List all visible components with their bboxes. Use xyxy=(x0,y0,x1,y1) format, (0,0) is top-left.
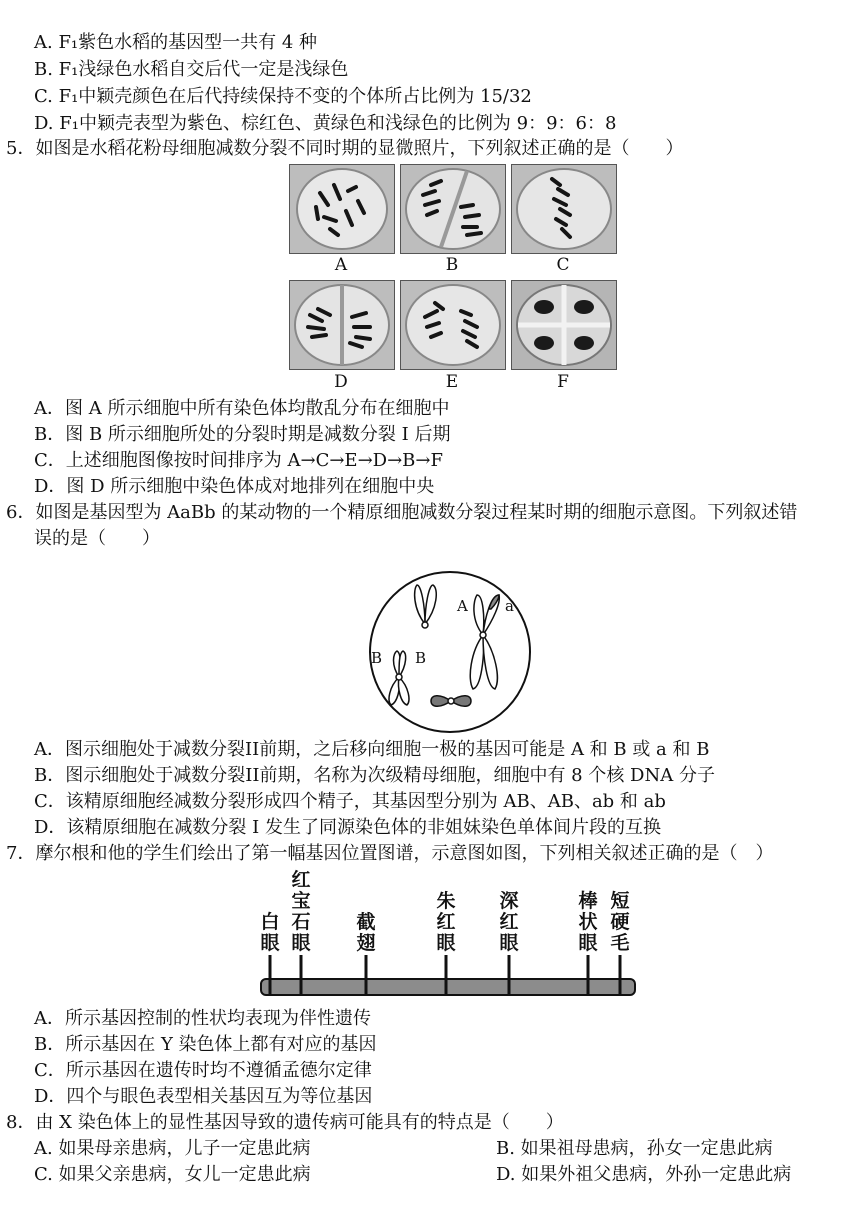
q7-option-a: A．所示基因控制的性状均表现为伴性遗传 xyxy=(34,1008,371,1029)
label-a: a xyxy=(505,597,514,615)
gene-label-ruby-eye: 红宝石眼 xyxy=(291,869,311,954)
q8-stem: 8．由 X 染色体上的显性基因导致的遗传病可能具有的特点是（ ） xyxy=(6,1112,564,1133)
micrograph-label-f: F xyxy=(557,372,569,392)
q5-option-d: D．图 D 所示细胞中染色体成对地排列在细胞中央 xyxy=(34,476,435,497)
q5-option-c: C．上述细胞图像按时间排序为 A→C→E→D→B→F xyxy=(34,450,443,471)
micrograph-e xyxy=(400,280,506,370)
label-A: A xyxy=(457,597,468,615)
q7-option-c: C．所示基因在遗传时均不遵循孟德尔定律 xyxy=(34,1060,372,1081)
q6-option-b: B．图示细胞处于减数分裂II前期，名称为次级精母细胞，细胞中有 8 个核 DNA 分子 xyxy=(34,765,715,786)
label-B-right: B xyxy=(415,649,427,667)
q7-option-b: B．所示基因在 Y 染色体上都有对应的基因 xyxy=(34,1034,377,1055)
micrograph-label-b: B xyxy=(445,255,459,275)
q7-stem: 7．摩尔根和他的学生们绘出了第一幅基因位置图谱，示意图如图，下列相关叙述正确的是（ ） xyxy=(6,843,774,864)
gene-label-cut-wing: 截翅 xyxy=(356,911,376,954)
gene-label-vermilion-eye: 朱红眼 xyxy=(436,890,456,954)
gene-label-carmine-eye: 深红眼 xyxy=(499,890,519,954)
q4-option-d: D. F₁中颖壳表型为紫色、棕红色、黄绿色和浅绿色的比例为 9：9：6：8 xyxy=(34,113,617,134)
q4-option-a: A. F₁紫色水稻的基因型一共有 4 种 xyxy=(34,32,318,53)
label-B-left: B xyxy=(371,649,383,667)
q8-option-a: A. 如果母亲患病，儿子一定患此病 xyxy=(34,1138,311,1159)
micrograph-label-a: A xyxy=(334,255,348,275)
micrograph-label-e: E xyxy=(445,372,459,392)
q8-option-d: D. 如果外祖父患病，外孙一定患此病 xyxy=(496,1164,792,1185)
micrograph-b xyxy=(400,164,506,254)
micrograph-label-d: D xyxy=(334,372,348,392)
micrograph-f xyxy=(511,280,617,370)
gene-label-white-eye: 白眼 xyxy=(260,911,280,954)
chromosome-bar xyxy=(255,955,645,1005)
q5-stem: 5．如图是水稻花粉母细胞减数分裂不同时期的显微照片，下列叙述正确的是（ ） xyxy=(6,138,684,159)
q6-option-c: C．该精原细胞经减数分裂形成四个精子，其基因型分别为 AB、AB、ab 和 ab xyxy=(34,791,666,812)
micrograph-label-c: C xyxy=(556,255,570,275)
gene-label-bar-eye: 棒状眼 xyxy=(578,890,598,954)
q6-stem-line2: 误的是（ ） xyxy=(34,528,160,549)
q5-option-b: B．图 B 所示细胞所处的分裂时期是减数分裂 I 后期 xyxy=(34,424,451,445)
q4-option-c: C. F₁中颖壳颜色在后代持续保持不变的个体所占比例为 15/32 xyxy=(34,86,532,107)
q7-option-d: D．四个与眼色表型相关基因互为等位基因 xyxy=(34,1086,373,1107)
micrograph-a xyxy=(289,164,395,254)
micrograph-d xyxy=(289,280,395,370)
q6-option-d: D．该精原细胞在减数分裂 I 发生了同源染色体的非姐妹染色单体间片段的互换 xyxy=(34,817,661,838)
q6-option-a: A．图示细胞处于减数分裂II前期，之后移向细胞一极的基因可能是 A 和 B 或 a 和 B xyxy=(34,739,710,760)
cell-diagram xyxy=(355,565,545,735)
micrograph-c xyxy=(511,164,617,254)
q4-option-b: B. F₁浅绿色水稻自交后代一定是浅绿色 xyxy=(34,59,349,80)
q6-stem-line1: 6．如图是基因型为 AaBb 的某动物的一个精原细胞减数分裂过程某时期的细胞示意图。下列叙述错 xyxy=(6,502,798,523)
chromosome-bottom xyxy=(431,696,471,707)
q8-option-c: C. 如果父亲患病，女儿一定患此病 xyxy=(34,1164,311,1185)
q5-option-a: A．图 A 所示细胞中所有染色体均散乱分布在细胞中 xyxy=(34,398,450,419)
gene-label-bristle: 短硬毛 xyxy=(610,890,630,954)
q8-option-b: B. 如果祖母患病，孙女一定患此病 xyxy=(496,1138,773,1159)
